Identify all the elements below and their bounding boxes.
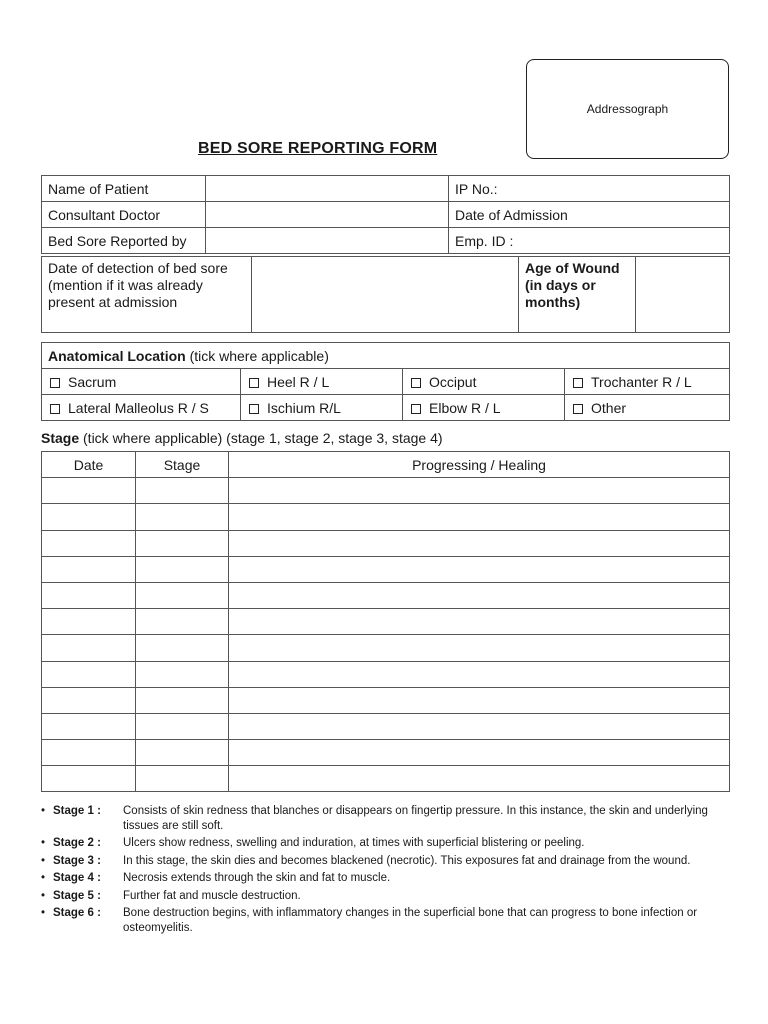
stage-table — [41, 451, 730, 792]
stage-progress-cell[interactable] — [229, 530, 730, 556]
age-line-3: months) — [525, 294, 581, 310]
bullet: • — [41, 854, 46, 867]
note-label: Stage 5 : — [53, 889, 101, 902]
stage-stage-cell[interactable] — [136, 504, 229, 530]
anatomical-location-table — [41, 342, 730, 421]
stage-stage-cell[interactable] — [136, 713, 229, 739]
checkbox-icon[interactable] — [249, 378, 259, 388]
heading-bold: Anatomical Location — [48, 347, 186, 364]
stage-stage-cell[interactable] — [136, 530, 229, 556]
note-label: Stage 2 : — [53, 837, 101, 849]
stage-date-cell[interactable] — [42, 740, 136, 766]
checkbox-icon[interactable] — [573, 378, 583, 388]
list-item — [41, 836, 731, 851]
stage-progress-cell[interactable] — [229, 740, 730, 766]
stage-stage-cell[interactable] — [136, 582, 229, 608]
heading-rest: (tick where applicable) — [185, 347, 329, 364]
label-consultant-doctor: Consultant Doctor — [42, 202, 206, 228]
location-option-other[interactable] — [565, 395, 730, 421]
note-text: Further fat and muscle destruction. — [123, 889, 301, 902]
note-text: Necrosis extends through the skin and fat to muscle. — [123, 872, 391, 884]
bullet: • — [41, 872, 46, 884]
detection-line-2: (mention if it was already — [48, 277, 203, 293]
label-date-of-detection — [42, 257, 252, 333]
list-item — [41, 804, 731, 833]
stage-stage-cell[interactable] — [136, 740, 229, 766]
note-label: Stage 3 : — [53, 854, 101, 867]
consultant-doctor-field[interactable] — [206, 202, 449, 228]
stage-date-cell[interactable] — [42, 766, 136, 792]
note-text: Ulcers show redness, swelling and induration, at times with superficial blistering or peeling. — [123, 837, 585, 849]
age-line-2: (in days or — [525, 277, 596, 293]
stage-progress-cell[interactable] — [229, 635, 730, 661]
table-row — [42, 257, 730, 333]
note-label: Stage 4 : — [53, 872, 101, 884]
location-option-lateral-malleolus[interactable] — [42, 395, 241, 421]
checkbox-icon[interactable] — [50, 378, 60, 388]
option-label: Occiput — [429, 373, 477, 390]
location-option-heel[interactable] — [241, 369, 403, 395]
list-item — [41, 871, 731, 886]
stage-stage-cell[interactable] — [136, 766, 229, 792]
table-row — [42, 687, 730, 713]
reported-by-field[interactable] — [206, 228, 449, 254]
ip-no-field[interactable]: IP No.: — [449, 176, 730, 202]
stage-progress-cell[interactable] — [229, 478, 730, 504]
option-label: Lateral Malleolus R / S — [68, 399, 209, 416]
table-row — [42, 395, 730, 421]
note-label: Stage 1 : — [53, 805, 101, 817]
table-row — [42, 740, 730, 766]
emp-id-field[interactable]: Emp. ID : — [449, 228, 730, 254]
list-item — [41, 889, 731, 904]
table-row — [42, 504, 730, 530]
column-header-progress: Progressing / Healing — [229, 452, 730, 478]
stage-stage-cell[interactable] — [136, 635, 229, 661]
checkbox-icon[interactable] — [249, 404, 259, 414]
checkbox-icon[interactable] — [411, 404, 421, 414]
table-row — [42, 766, 730, 792]
stage-heading-bold: Stage — [41, 430, 80, 446]
table-row — [42, 556, 730, 582]
table-row — [42, 713, 730, 739]
table-row — [42, 582, 730, 608]
bullet: • — [41, 805, 46, 817]
stage-progress-cell[interactable] — [229, 713, 730, 739]
stage-stage-cell[interactable] — [136, 687, 229, 713]
table-row — [42, 635, 730, 661]
table-row — [42, 202, 730, 228]
option-label: Trochanter R / L — [591, 373, 692, 390]
location-option-occiput[interactable] — [403, 369, 565, 395]
checkbox-icon[interactable] — [50, 404, 60, 414]
checkbox-icon[interactable] — [573, 404, 583, 414]
location-option-ischium[interactable] — [241, 395, 403, 421]
stage-heading-rest: (tick where applicable) (stage 1, stage 2, stage 3, stage 4) — [79, 430, 443, 446]
stage-progress-cell[interactable] — [229, 687, 730, 713]
stage-progress-cell[interactable] — [229, 661, 730, 687]
bullet: • — [41, 837, 46, 849]
label-name-of-patient: Name of Patient — [42, 176, 206, 202]
table-row — [42, 609, 730, 635]
table-row — [42, 369, 730, 395]
table-row — [42, 661, 730, 687]
note-label: Stage 6 : — [53, 907, 101, 919]
name-of-patient-field[interactable] — [206, 176, 449, 202]
stage-progress-cell[interactable] — [229, 556, 730, 582]
table-row — [42, 478, 730, 504]
stage-stage-cell[interactable] — [136, 478, 229, 504]
stage-date-cell[interactable] — [42, 687, 136, 713]
option-label: Elbow R / L — [429, 399, 501, 416]
note-text: Consists of skin redness that blanches or disappears on fingertip pressure. In this instance, the skin and underlying tissues are still soft. — [123, 805, 708, 832]
location-option-elbow[interactable] — [403, 395, 565, 421]
anatomical-location-heading — [42, 343, 730, 369]
stage-heading — [41, 430, 443, 446]
table-row — [42, 176, 730, 202]
date-of-detection-field[interactable] — [252, 257, 519, 333]
detection-table — [41, 256, 730, 333]
stage-table-header — [42, 452, 730, 478]
option-label: Sacrum — [68, 373, 117, 390]
bullet: • — [41, 889, 46, 902]
stage-date-cell[interactable] — [42, 635, 136, 661]
stage-date-cell[interactable] — [42, 661, 136, 687]
list-item — [41, 854, 731, 869]
location-option-trochanter[interactable] — [565, 369, 730, 395]
note-text: In this stage, the skin dies and becomes blackened (necrotic). This exposures fat and drainage from the wound. — [123, 854, 691, 867]
detection-line-1: Date of detection of bed sore — [48, 260, 228, 276]
label-age-of-wound — [519, 257, 636, 333]
table-row — [42, 228, 730, 254]
stage-progress-cell[interactable] — [229, 504, 730, 530]
column-header-date: Date — [42, 452, 136, 478]
option-label: Heel R / L — [267, 373, 330, 390]
patient-info-table — [41, 175, 730, 254]
stage-progress-cell[interactable] — [229, 582, 730, 608]
option-label: Other — [591, 399, 627, 416]
stage-stage-cell[interactable] — [136, 609, 229, 635]
note-text: Bone destruction begins, with inflammatory changes in the superficial bone that can progress to bone infection or osteomyelitis. — [123, 907, 698, 934]
stage-date-cell[interactable] — [42, 504, 136, 530]
age-of-wound-field[interactable] — [636, 257, 730, 333]
stage-progress-cell[interactable] — [229, 766, 730, 792]
form-title: BED SORE REPORTING FORM — [198, 140, 438, 157]
stage-date-cell[interactable] — [42, 582, 136, 608]
detection-line-3: present at admission — [48, 294, 178, 310]
stage-notes — [41, 804, 731, 938]
stage-date-cell[interactable] — [42, 530, 136, 556]
age-line-1: Age of Wound — [525, 260, 620, 276]
stage-date-cell[interactable] — [42, 478, 136, 504]
stage-stage-cell[interactable] — [136, 556, 229, 582]
stage-date-cell[interactable] — [42, 556, 136, 582]
bullet: • — [41, 907, 46, 919]
stage-stage-cell[interactable] — [136, 661, 229, 687]
location-option-sacrum[interactable] — [42, 369, 241, 395]
label-reported-by: Bed Sore Reported by — [42, 228, 206, 254]
table-row — [42, 530, 730, 556]
stage-date-cell[interactable] — [42, 609, 136, 635]
table-row — [42, 343, 730, 369]
checkbox-icon[interactable] — [411, 378, 421, 388]
stage-date-cell[interactable] — [42, 713, 136, 739]
list-item — [41, 906, 731, 935]
column-header-stage: Stage — [136, 452, 229, 478]
date-of-admission-field[interactable]: Date of Admission — [449, 202, 730, 228]
addressograph-box: Addressograph — [526, 59, 729, 159]
option-label: Ischium R/L — [267, 399, 341, 416]
stage-progress-cell[interactable] — [229, 609, 730, 635]
